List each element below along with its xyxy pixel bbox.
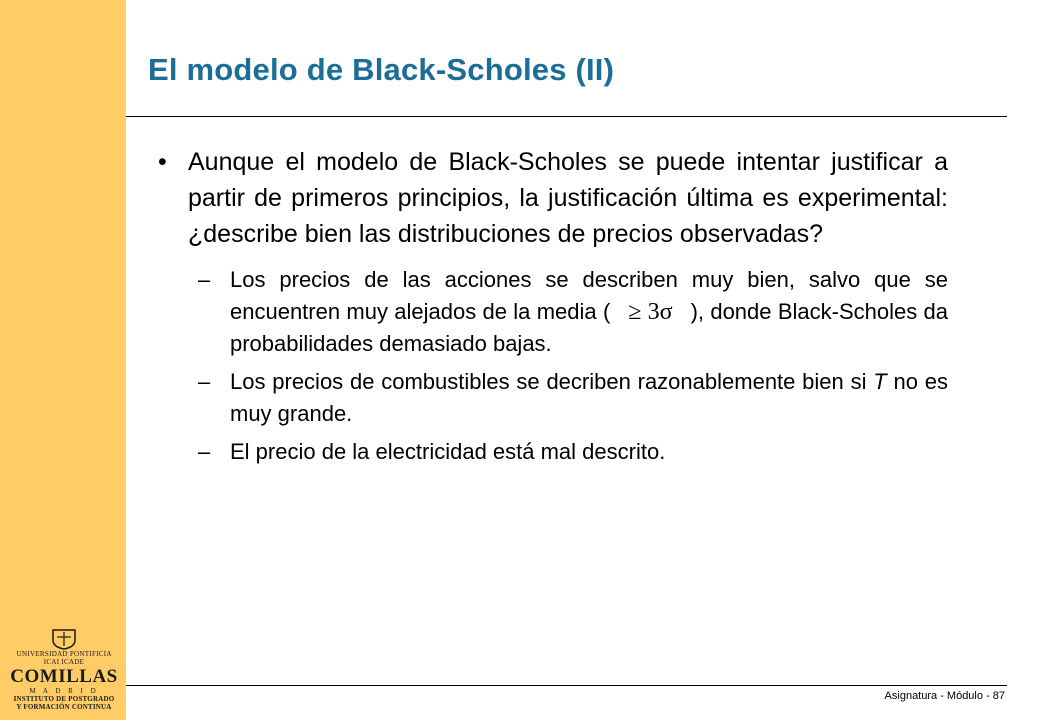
logo-city: M A D R I D bbox=[29, 687, 99, 695]
sidebar-band bbox=[0, 0, 126, 720]
sub-bullet-text: Los precios de combustibles se decriben razonablemente bien si T no es muy grande. bbox=[230, 369, 949, 426]
comillas-logo bbox=[8, 628, 120, 712]
sub-bullet-marker: – bbox=[198, 267, 211, 292]
university-crest-icon bbox=[49, 628, 79, 650]
logo-university-line: UNIVERSIDAD PONTIFICIA ICAI ICADE bbox=[16, 650, 112, 666]
slide-footer: Asignatura - Módulo - 87 bbox=[884, 690, 1005, 702]
main-bullet bbox=[158, 144, 948, 252]
sub-bullet-electricity bbox=[198, 436, 948, 468]
slide-title: El modelo de Black-Scholes (II) bbox=[148, 52, 615, 87]
sub-bullet-stocks bbox=[198, 264, 948, 360]
variable-T: T bbox=[873, 369, 887, 394]
footer-divider bbox=[126, 685, 1007, 686]
logo-name: COMILLAS bbox=[10, 666, 118, 687]
sigma-expression: ≥ 3σ bbox=[628, 299, 673, 325]
sub-bullet-text: El precio de la electricidad está mal descrito. bbox=[230, 439, 666, 464]
title-divider bbox=[126, 116, 1007, 117]
main-bullet-text: Aunque el modelo de Black-Scholes se puede intentar justificar a partir de primeros principios, la justificación última es experimental: ¿describe bien las distribuciones de precios observadas? bbox=[188, 148, 948, 248]
sub-bullet-fuels bbox=[198, 366, 948, 430]
bullet-marker: • bbox=[158, 148, 167, 176]
sub-bullet-marker: – bbox=[198, 439, 211, 464]
slide-body bbox=[158, 144, 948, 468]
logo-institute: INSTITUTO DE POSTGRADO bbox=[13, 695, 115, 703]
logo-institute-2: Y FORMACIÓN CONTINUA bbox=[16, 703, 112, 711]
sub-bullet-text: Los precios de las acciones se describen muy bien, salvo que se encuentren muy alejados de la media ( ≥ 3σ ), donde Black-Scholes da probabilidades demasiado bajas. bbox=[230, 267, 948, 356]
sub-bullet-marker: – bbox=[198, 369, 211, 394]
